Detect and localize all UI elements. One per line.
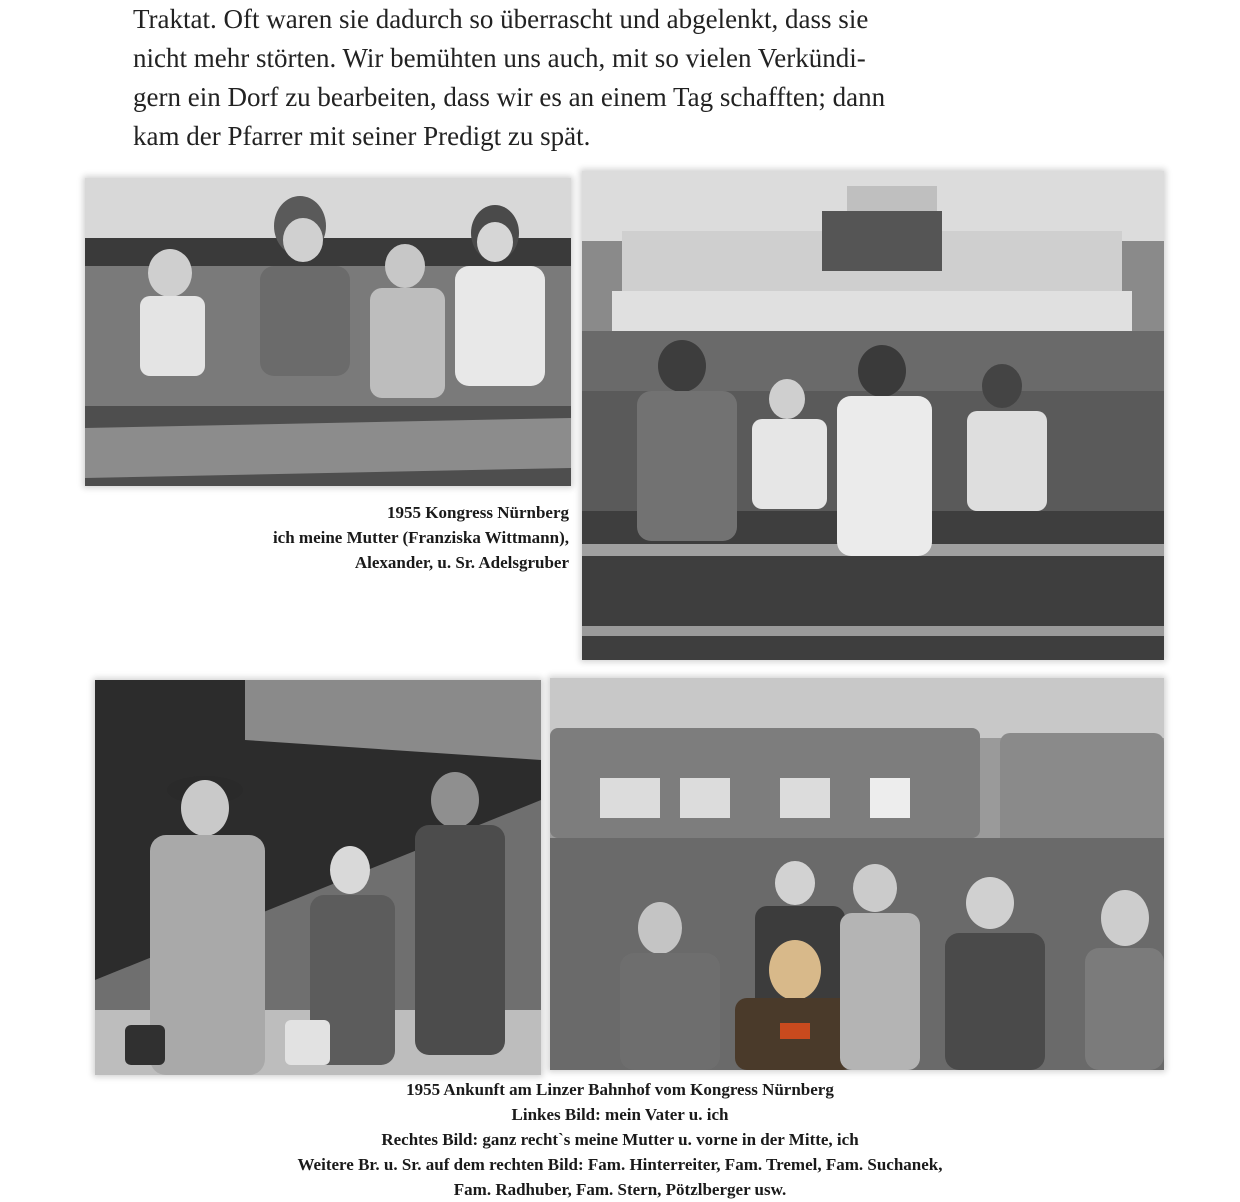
body-text-line: Traktat. Oft waren sie dadurch so überrascht und abgelenkt, dass sie: [133, 4, 869, 34]
caption-line: 1955 Ankunft am Linzer Bahnhof vom Kongress Nürnberg: [406, 1080, 834, 1099]
caption-line: Linkes Bild: mein Vater u. ich: [511, 1105, 729, 1124]
body-text-line: kam der Pfarrer mit seiner Predigt zu spät.: [133, 121, 591, 151]
photo-family-on-blanket-image: [85, 178, 571, 486]
caption-line: ich meine Mutter (Franziska Wittmann),: [272, 528, 569, 547]
caption-line: 1955 Kongress Nürnberg: [387, 503, 569, 522]
caption-line: Weitere Br. u. Sr. auf dem rechten Bild: Fam. Hinterreiter, Fam. Tremel, Fam. Suchanek,: [297, 1155, 943, 1174]
caption-linz-station-photos: [160, 1077, 1080, 1202]
photo-father-and-son-at-train: [95, 680, 541, 1075]
body-paragraph: [133, 0, 973, 156]
caption-congress-photos: [273, 500, 569, 575]
photo-group-at-linz-station: [550, 678, 1164, 1070]
photo-father-and-son-image: [95, 680, 541, 1075]
caption-line: Rechtes Bild: ganz recht`s meine Mutter u. vorne in der Mitte, ich: [381, 1130, 859, 1149]
photo-group-at-station-image: [550, 678, 1164, 1070]
body-text-line: gern ein Dorf zu bearbeiten, dass wir es an einem Tag schafften; dann: [133, 82, 886, 112]
body-text-line: nicht mehr störten. Wir bemühten uns auch, mit so vielen Verkündi-: [133, 43, 866, 73]
photo-congress-grandstand-image: [582, 171, 1164, 660]
caption-line: Fam. Radhuber, Fam. Stern, Pötzlberger usw.: [453, 1180, 787, 1199]
caption-line: Alexander, u. Sr. Adelsgruber: [354, 553, 569, 572]
photo-family-on-blanket: [85, 178, 571, 486]
photo-congress-grandstand: [582, 171, 1164, 660]
